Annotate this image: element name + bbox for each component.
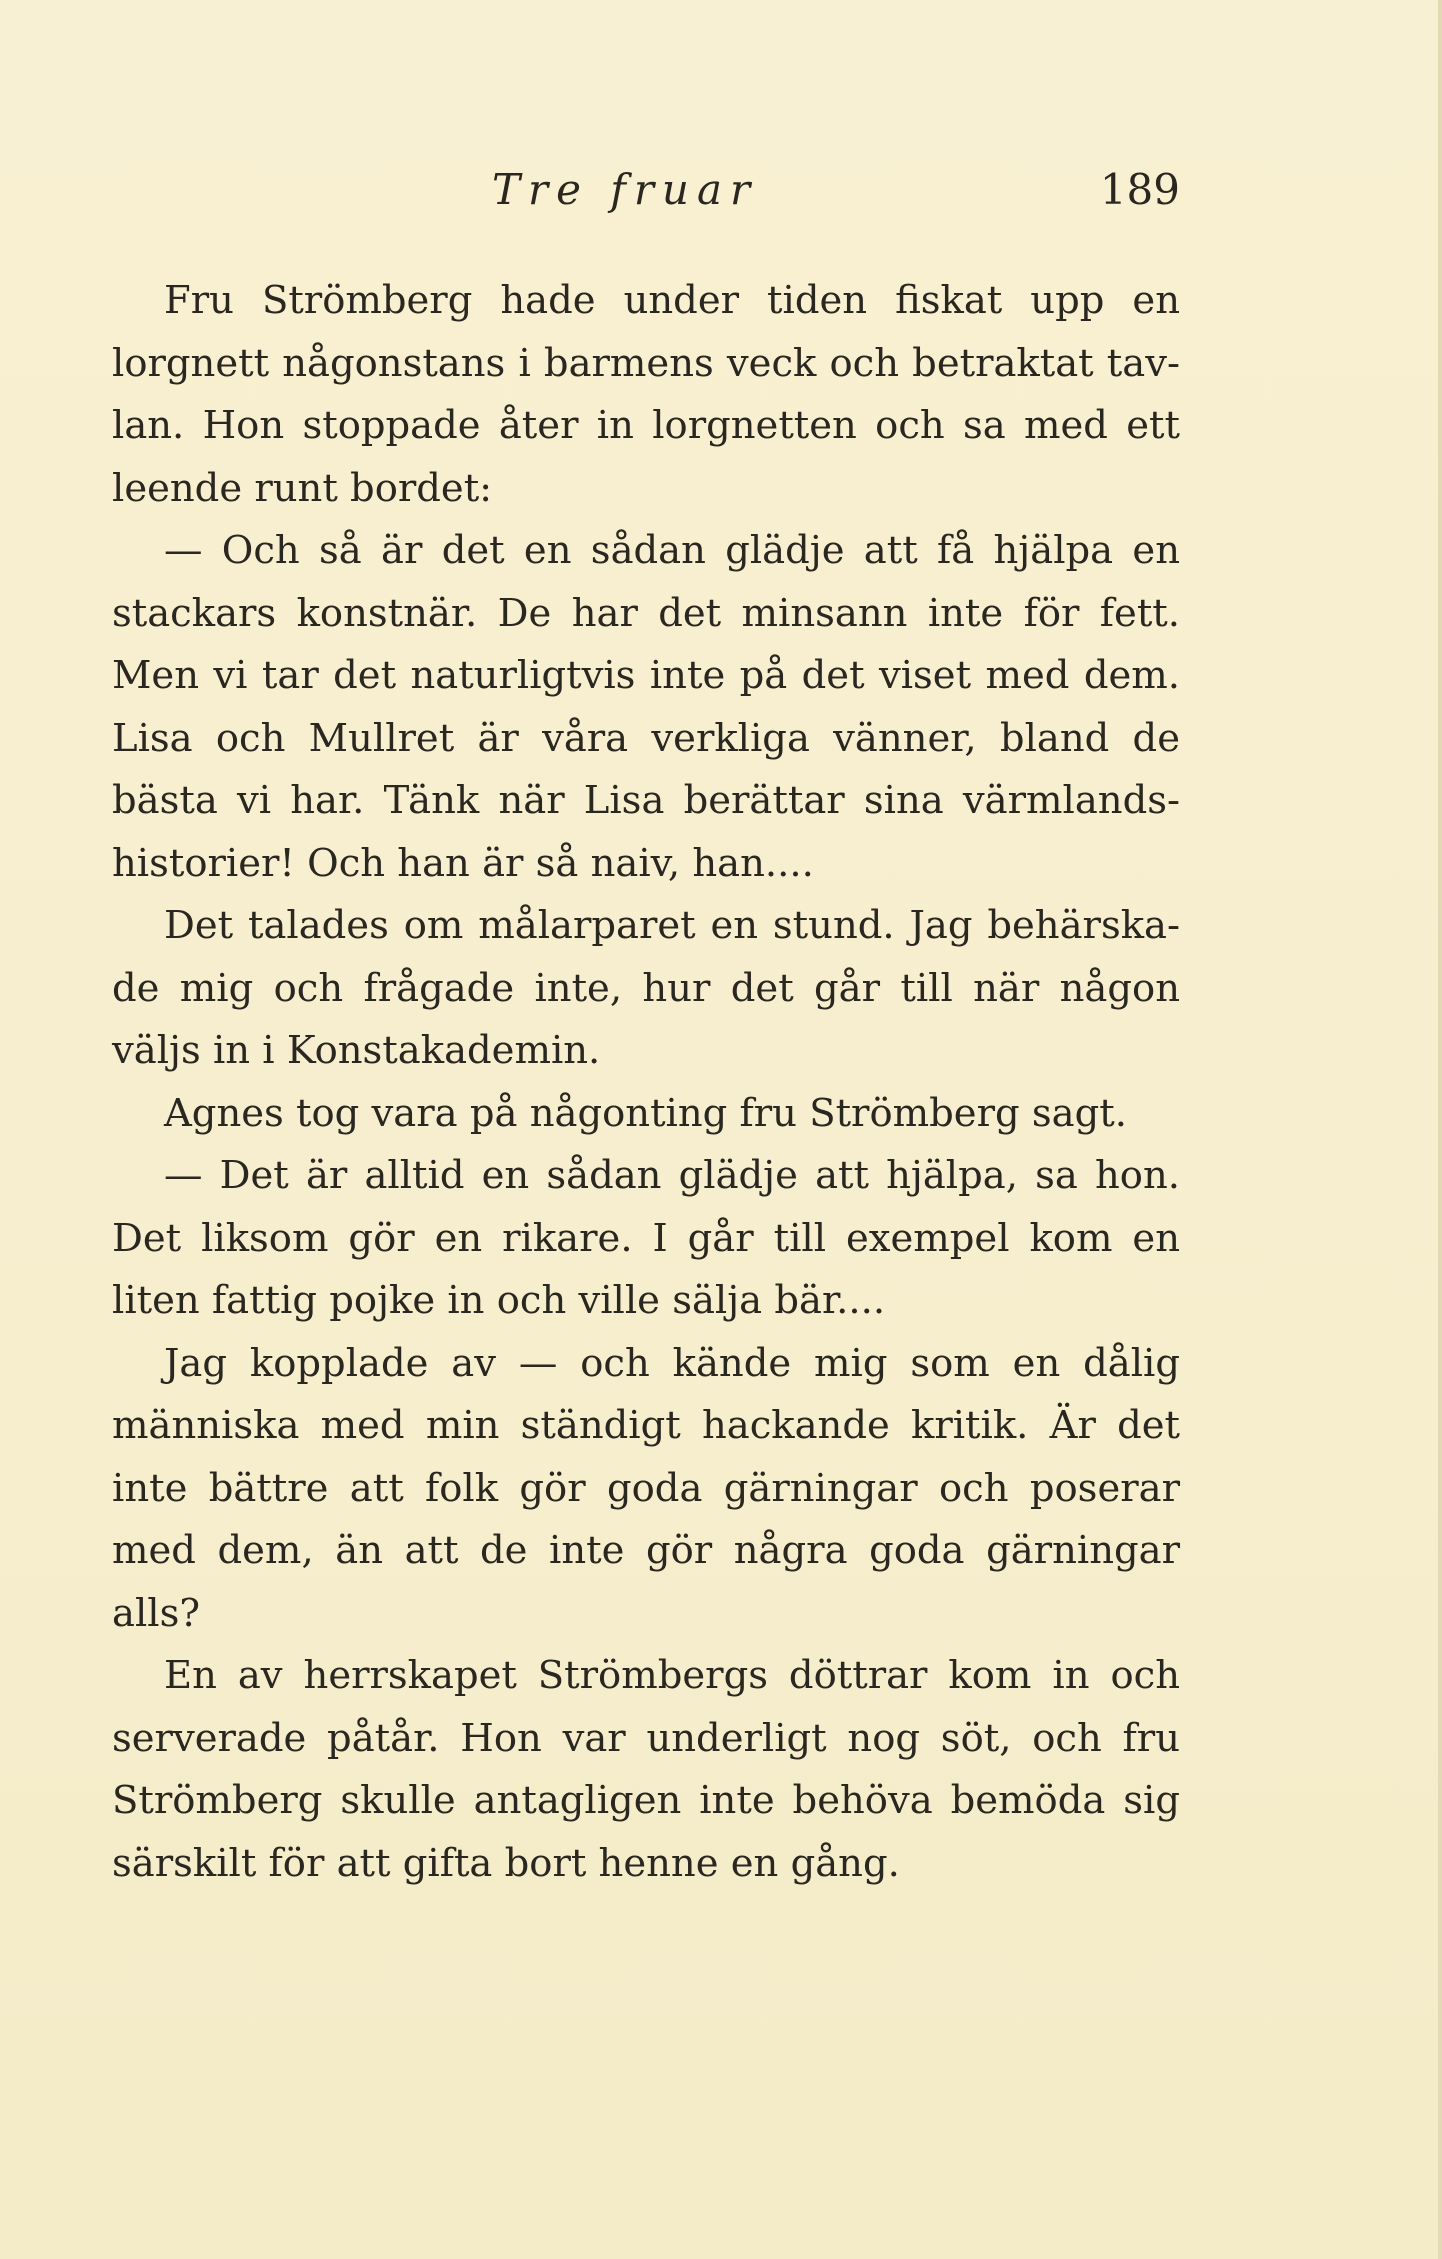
text-line: inte bättre att folk gör goda gärningar och poserar	[112, 1465, 1180, 1511]
text-line: människa med min ständigt hackande kritik. Är det	[112, 1403, 1180, 1448]
text-line: Agnes tog vara på någonting fru Strömberg sagt.	[164, 1090, 1127, 1136]
text-line: Lisa och Mullret är våra verkliga vänner, bland de	[112, 715, 1180, 761]
page-edge	[1438, 0, 1442, 2259]
text-line: de mig och frågade inte, hur det går till när någon	[112, 965, 1180, 1011]
text-line: lan. Hon stoppade åter in lorgnetten och sa med ett	[112, 403, 1180, 448]
running-title: Tre fruar	[492, 165, 759, 214]
text-line: liten fattig pojke in och ville sälja bär....	[112, 1278, 886, 1323]
text-line: historier! Och han är så naiv, han....	[112, 840, 814, 886]
text-line: serverade påtår. Hon var underligt nog söt, och fru	[112, 1715, 1180, 1761]
page-number: 189	[1099, 165, 1180, 214]
text-line: alls?	[112, 1590, 200, 1636]
page-header	[112, 165, 1180, 225]
text-line: lorgnett någonstans i barmens veck och betraktat tav-	[112, 340, 1180, 386]
text-line: med dem, än att de inte gör några goda gärningar	[112, 1528, 1180, 1573]
text-line: — Och så är det en sådan glädje att få hjälpa en	[164, 528, 1180, 573]
text-line: Jag kopplade av — och kände mig som en dålig	[164, 1340, 1180, 1386]
text-line: Strömberg skulle antagligen inte behöva bemöda sig	[112, 1778, 1180, 1823]
text-line: särskilt för att gifta bort henne en gång.	[112, 1840, 900, 1886]
text-line: väljs in i Konstakademin.	[112, 1028, 601, 1073]
text-line: Men vi tar det naturligtvis inte på det viset med dem.	[112, 653, 1180, 698]
text-line: leende runt bordet:	[112, 465, 493, 511]
text-line: — Det är alltid en sådan glädje att hjälpa, sa hon.	[164, 1153, 1180, 1198]
text-line: Det liksom gör en rikare. I går till exempel kom en	[112, 1215, 1180, 1261]
text-line: stackars konstnär. De har det minsann inte för fett.	[112, 590, 1180, 636]
body-text	[112, 270, 1180, 1895]
text-line: Det talades om målarparet en stund. Jag behärska-	[164, 903, 1180, 948]
text-line: Fru Strömberg hade under tiden fiskat upp en	[164, 278, 1180, 323]
text-line: bästa vi har. Tänk när Lisa berättar sina värmlands-	[112, 778, 1180, 823]
text-line: En av herrskapet Strömbergs döttrar kom in och	[164, 1653, 1180, 1698]
